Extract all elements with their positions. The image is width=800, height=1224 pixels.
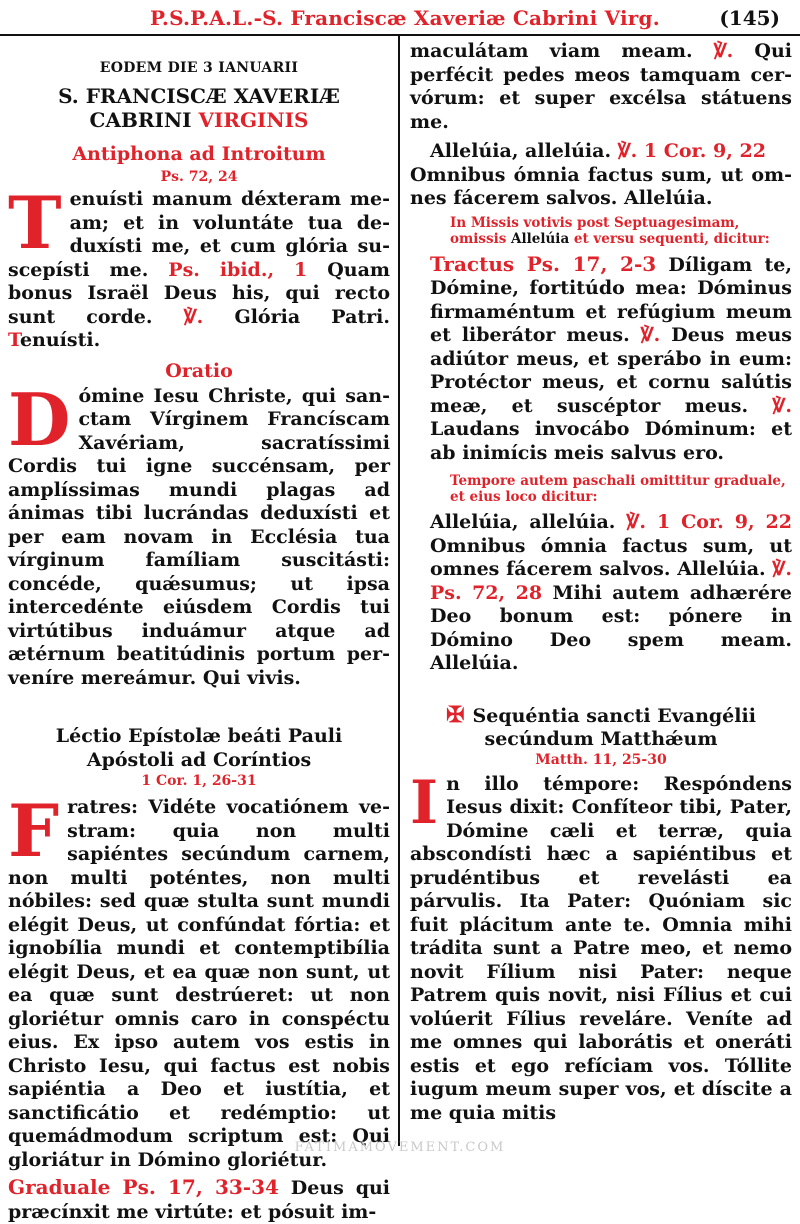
gradual-body: Deus qui præcínxit me virtúte: et pósuit im- xyxy=(8,1177,391,1223)
introit-dropcap: T xyxy=(8,180,62,265)
epistle-reference: 1 Cor. 1, 26-31 xyxy=(141,773,257,789)
introit-text-a: enuísti manum déxteram meam; et in voluntáte tua deduxísti me, et cum glória suscepísti me. xyxy=(8,188,390,281)
cross-icon: ✠ xyxy=(446,701,465,728)
epistle-text xyxy=(8,788,390,1172)
introit-repeat-initial: T xyxy=(8,329,20,351)
epistle-dropcap: F xyxy=(8,788,60,873)
gospel-heading-line-2: secúndum Matthǽum xyxy=(484,727,718,750)
alleluia-text xyxy=(410,140,792,164)
paschal-b: Omnibus ómnia factus sum, ut omnes fácerem salvos. Allelúia. xyxy=(430,534,792,580)
gradual-cont-b: Qui perfécit pedes meos tamquam cervórum: et super excélsa státuens me. xyxy=(410,40,792,133)
footer-watermark: FATIMAMOVEMENT.COM xyxy=(294,1140,506,1155)
tract-text xyxy=(410,253,792,466)
page-number: (145) xyxy=(719,6,780,30)
introit-repeat: enuísti. xyxy=(19,329,101,351)
gospel-heading-1: Sequéntia sancti Evangélii xyxy=(472,704,756,727)
introit-reference: Ps. 72, 24 xyxy=(160,169,238,185)
introit-psalm-ref: Ps. ibid., 1 xyxy=(168,258,308,281)
introit-text-c: Glória Patri. xyxy=(203,305,391,328)
paschal-c: Mihi autem adhærére Deo bonum est: pónere in Dómino Deo spem meam. Allelúia. xyxy=(430,581,793,674)
right-column xyxy=(410,40,792,1125)
gospel-text xyxy=(410,767,792,1126)
epistle-heading-line-1: Léctio Epístolæ beáti Pauli xyxy=(55,725,343,747)
paschal-alleluia xyxy=(410,511,792,676)
gradual-text xyxy=(8,1176,390,1224)
rubric-1a: In Missis votivis post Septuagesimam, omissis xyxy=(450,214,740,247)
tract-text-b: Deus meus adiútor meus, et sperábo in eum: Protéctor meus, et cornu salútis meæ, et suscéptor meus. xyxy=(430,324,792,417)
oratio-heading: Oratio xyxy=(165,359,233,382)
versicle-symbol: ℣. xyxy=(772,394,792,417)
saint-title-cabrini: CABRINI xyxy=(89,108,199,132)
tract-text-a: Díligam te, Dómine, fortitúdo mea: Dóminus firmaméntum et refúgium meum et liberátor meus. xyxy=(430,253,793,346)
versicle-symbol: ℣. xyxy=(713,40,734,62)
gospel-body: n illo témpore: Respóndens Iesus dixit: Confíteor tibi, Pater, Dómine cæli et terræ, quia abscondísti hæc a sapiéntibus et prudéntibus et revelásti ea párvulis. Ita Pater: Quóniam sic fuit plácitum ante te. Omnia mihi trádita sunt a Patre meo, et nemo novit Fílium nisi Pater: neque Patrem quis novit, nisi Fílius et cui volúerit Fílius reveláre. Veníte ad me omnes qui laborátis et oneráti estis et ego refíciam vos. Tóllite iugum meum super vos, et díscite a me quia mitis xyxy=(410,772,792,1124)
versicle-symbol: ℣. xyxy=(640,324,661,346)
paschal-verse-ref-2: ℣. Ps. 72, 28 xyxy=(430,558,792,604)
rubric-1c: et versu sequenti, dicitur: xyxy=(569,230,770,247)
introit-text xyxy=(8,180,391,353)
page-header xyxy=(0,0,800,36)
versicle-symbol: ℣. xyxy=(183,305,204,328)
gospel-heading-line-1 xyxy=(410,701,792,728)
alleluia-b: Omnibus ómnia factus sum, ut omnes fácerem salvos. Allelúia. xyxy=(410,163,792,209)
alleluia-verse-ref: ℣. 1 Cor. 9, 22 xyxy=(617,140,766,162)
epistle-body: ratres: Vidéte vocatiónem vestram: quia non multi sapiéntes secúndum carnem, non multi poténtes, non multi nóbiles: sed quæ stulta sunt mundi elégit Deus, ut confúndat fórtia: et ignobília mundi et contemptibília elégit Deus, et ea quæ non sunt, ut ea quæ sunt destrúeret: ut non gloriétur omnis caro in conspéctu eius. Ex ipso autem vos estis in Christo Iesu, qui factus est nobis sapiéntia a Deo et iustítia, et sanctificátio et redémptio: ut quemádmodum scriptum est: Qui gloriátur in Dómino gloriétur. xyxy=(8,796,390,1171)
gradual-cont-a: maculátam viam meam. xyxy=(410,40,714,62)
rubric-1b: Allelúia xyxy=(511,230,570,247)
rubric-paschal: Tempore autem paschali omittitur graduale, et eius loco dicitur: xyxy=(450,473,786,505)
oratio-body: ómine Iesu Christe, qui sanctam Vírginem Francíscam Xavériam, sacratíssimi Cordis tui igne succénsam, per amplíssimas mundi plagas ad ánimas tibi lucrándas deduxísti et per eam novam in Ecclésia tua vírginum famíliam suscitásti: concéde, quǽsumus; ut ipsa intercedénte eiúsdem Cordis tui virtútibus induámur atque ad ætérnum beatitúdinis portum perveníre mereámur. Qui vivis. xyxy=(8,384,390,689)
paschal-verse-ref-1: ℣. 1 Cor. 9, 22 xyxy=(626,511,792,533)
oratio-dropcap: D xyxy=(8,376,71,462)
oratio-text xyxy=(8,376,390,691)
saint-title-line-1: S. FRANCISCÆ XAVERIÆ xyxy=(58,84,340,108)
day-heading: EODEM DIE 3 IANUARII xyxy=(99,60,299,76)
gospel-dropcap: I xyxy=(410,767,439,838)
rubric-septuagesima xyxy=(450,215,792,247)
introit-text-b: Quam bonus Israël Deus his, qui recto sunt corde. xyxy=(8,258,390,328)
alleluia-verse xyxy=(410,164,792,211)
gradual-continuation xyxy=(410,40,792,134)
paschal-a: Allelúia, allelúia. xyxy=(430,511,627,533)
introit-heading: Antiphona ad Introitum xyxy=(72,143,326,165)
left-column xyxy=(8,40,390,1224)
saint-title-virginis: VIRGINIS xyxy=(198,108,309,132)
column-divider xyxy=(398,36,400,1146)
tract-heading: Tractus Ps. 17, 2-3 xyxy=(430,251,657,276)
gospel-reference: Matth. 11, 25-30 xyxy=(535,751,667,768)
alleluia-a: Allelúia, allelúia. xyxy=(430,140,618,162)
header-title: P.S.P.A.L.-S. Franciscæ Xaveriæ Cabrini Virg. xyxy=(150,6,660,30)
epistle-heading-line-2: Apóstoli ad Coríntios xyxy=(86,749,312,771)
tract-text-c: Laudans invocábo Dóminum: et ab inimícis meis salvus ero. xyxy=(430,418,792,464)
gradual-heading: Graduale Ps. 17, 33-34 xyxy=(8,1175,279,1199)
saint-title-line-2 xyxy=(8,108,390,132)
